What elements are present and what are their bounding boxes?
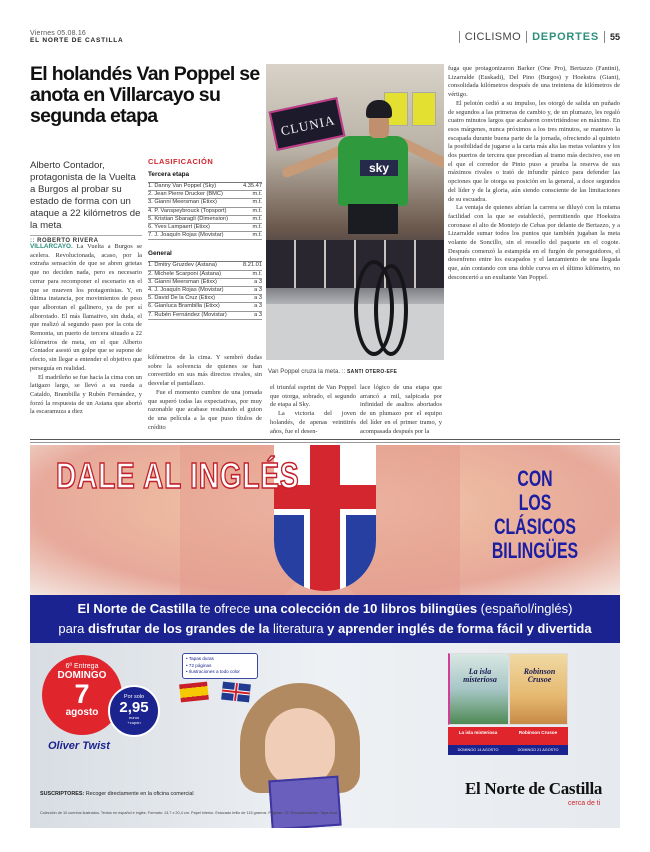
article-column-5 (448, 65, 620, 283)
ad-subtitle: CON LOS CLÁSICOS BILINGÜES (491, 466, 579, 563)
section-divider (30, 439, 620, 440)
paragraph: El pelotón cedió a su impulso, les otorgó de salida un puñado de segundos a las primeras de cambio y, de un plumazo, les regaló cuatro minutos largos que acabaron convirtiéndose en máximo. En esos márgenes, nunca próximos a los tres minutos, se mantuvo la escapada durante buena parte de la jornada, ofreciendo al quinteto la posibilidad de jugarse a la carta más alta las metas volantes y los dos puertos de tercera que precedían al tramo más decisivo, ese en el que el corredor de Pinto puso a prueba la reserva de sus máximos rivales o trató de infundir pánico para defender las opciones que le otorga su posición en la general, a doce segundos del líder y de la gloria, aún siendo consciente de las limitaciones de su escuadra. (448, 99, 620, 203)
features-list: • Tapas duras • 72 páginas • Ilustraciones a todo color (182, 653, 258, 679)
uk-flag-icon (221, 682, 251, 703)
paragraph: La ventaja de quienes abrían la carrera se diluyó con la misma facilidad con la que se estableció, permitiendo que Hoekstra coronase el alto de Montejo de Cebas por delante de Bertazzo, y a Lizarralde sumar todos los puntos que también jugaban la meta volante de Soncillo, sin el resuello del paquete en el cogote. Después comenzó la estampida en el furgón de perseguidores, el desenfreno entre los escapados y el lanzamiento de una llegada que, aún contando con una doble curva en el último kilómetro, no desconcertó a un exultante Van Poppel. (448, 204, 620, 281)
paragraph: La victoria del joven holandés, de apenas veintitrés años, fue el desen- (270, 410, 356, 435)
book-icon (268, 776, 341, 828)
table-row: 6. Gianluca Brambilla (Etixx) a 3 (148, 303, 262, 310)
divider (459, 31, 460, 43)
article-column-1 (30, 243, 142, 417)
fine-print: Colección de 10 cuentos ilustrados. Textos en español e inglés. Formato: 13,7 x 20,4 cm. Papel interior. Estucado brillo de 115 gramos. Páginas: 72. Encuadernación: Tapa dura. (40, 811, 339, 815)
bicycle-wheel (374, 264, 408, 356)
book-title: La isla misteriosa (458, 730, 498, 735)
table-row: 1. Dmitry Gruzdev (Astana) 8.21.01 (148, 262, 262, 269)
section-divider (30, 442, 620, 443)
byline-mark: :: (30, 238, 35, 244)
price-badge: Por solo 2,95 euros +cupón (108, 685, 160, 737)
table-row: 4. P. Vanspeybrouck (Topsport) m.t. (148, 207, 262, 214)
photo-credit: SANTI OTERO-EFE (347, 369, 398, 375)
book-date: DOMINGO 14 AGOSTO (457, 748, 499, 752)
stage-results-table (148, 182, 262, 240)
paragraph: fuga que protagonizaron Barker (One Pro), Bertazzo (Fantini), Lizarralde (Euskadi), Del Pino (Burgos) y Hoekstra (Giant), consolidada kilómetros después de una treintena de kilómetros de vértigo. (448, 65, 620, 99)
paragraph: kilómetros de la cima. Y sembró dudas sobre la solvencia de quienes se han convertido en sus más directos rivales, sin desvelar el pantallazo. (148, 354, 262, 388)
book-title: Oliver Twist (48, 740, 110, 752)
table-row: 7. Rubén Fernández (Movistar) a 3 (148, 311, 262, 318)
divider (526, 31, 527, 43)
section-label: CICLISMO (464, 31, 522, 43)
general-label: General (148, 250, 172, 258)
newspaper-name: EL NORTE DE CASTILLA (30, 37, 124, 44)
ad-hero-image (30, 445, 620, 595)
newspaper-logo: El Norte de Castilla (465, 779, 603, 798)
advertisement[interactable] (30, 445, 620, 828)
paragraph: Fue el momento cumbre de una jornada que superó todas las expectativas, por muy razonable que acabase resultando el guion de una película a la que puso títulos de crédito (148, 388, 262, 431)
team-logo: sky (360, 160, 398, 176)
photo-caption: Van Poppel cruza la meta. :: SANTI OTERO-EFE (268, 368, 398, 375)
warning-sign (412, 92, 436, 126)
crowd-barrier (266, 240, 444, 288)
stage-label: Tercera etapa (148, 171, 190, 178)
article-column-3 (270, 384, 356, 436)
book-cover: La isla misteriosa (448, 653, 509, 725)
classification-title: CLASIFICACIÓN (148, 157, 214, 166)
article-column-2 (148, 354, 262, 432)
table-row: 3. Gianni Meersman (Etixx) m.t. (148, 199, 262, 206)
issue-date: Viernes 05.08.16 (30, 30, 87, 37)
dateline: VILLARCAYO. (30, 243, 73, 250)
paragraph: El madrileño se fue hacia la cima con un latigazo largo, se llevó a su rueda a Cataldo, Brambilla y Rubén Fernández, y forzó la respuesta de un Astana que abortó la escaramuza a diez (30, 373, 142, 416)
page-number: 55 (609, 32, 620, 42)
paragraph: lace lógico de una etapa que arrancó a mil, salpicada por infinidad de asaltos abortados de un plumazo por el equipo del líder en el primer tramo, y acompasada después por la (360, 384, 442, 435)
ad-title: DALE AL INGLÉS (56, 455, 300, 496)
clunia-banner: CLUNIA (269, 97, 346, 151)
table-row: 2. Michele Scarponi (Astana) m.t. (148, 270, 262, 277)
table-row: 3. Gianni Meersman (Etixx) a 3 (148, 278, 262, 285)
masthead-right (454, 31, 620, 43)
offer-line-1: El Norte de Castilla te ofrece una colección de 10 libros bilingües (español/inglés) (77, 601, 573, 616)
masthead-left (30, 30, 124, 44)
delivery-date-badge: 6ª Entrega DOMINGO 7 agosto (42, 655, 122, 735)
table-row: 2. Jean Pierre Drucker (BMC) m.t. (148, 191, 262, 198)
divider (604, 31, 605, 43)
table-row: 4. J. Joaquín Rojas (Movistar) a 3 (148, 287, 262, 294)
table-row: 1. Danny Van Poppel (Sky) 4.35.47 (148, 183, 262, 189)
article-subhead: Alberto Contador, protagonista de la Vuelta a Burgos al probar su estado de forma con un ataque a 22 kilómetros de la meta (30, 160, 141, 231)
ad-lower-panel (30, 643, 620, 828)
ad-offer-band (30, 595, 620, 643)
spain-flag-icon (179, 682, 209, 703)
article-headline: El holandés Van Poppel se anota en Villarcayo su segunda etapa (30, 63, 260, 127)
table-row: 7. J. Joaquín Rojas (Movistar) m.t. (148, 232, 262, 239)
helmet-icon (366, 100, 392, 118)
paragraph: el triunfal esprint de Van Poppel que otorga, sobrado, el segundo de etapa al Sky. (270, 384, 356, 409)
article-column-4 (360, 384, 442, 436)
general-results-table (148, 261, 262, 319)
table-row: 5. Kristian Sbaragli (Dimension) m.t. (148, 215, 262, 222)
book-title: Robinson Crusoe (518, 730, 558, 735)
upcoming-books (448, 653, 568, 755)
classification-box (148, 157, 262, 330)
subscribers-note: SUSCRIPTORES: Recoger directamente en la oficina comercial (40, 791, 194, 797)
author-name: ROBERTO RIVERA (37, 238, 99, 244)
table-row: 5. David De la Cruz (Etixx) a 3 (148, 295, 262, 302)
logo-tagline: cerca de ti (568, 800, 601, 807)
book-cover: Robinson Crusoe (509, 653, 569, 725)
girl-reading-image (210, 683, 380, 828)
paragraph: VILLARCAYO. La Vuelta a Burgos se acelera. Revolucionada, acaso, por la extraña sensación de que se abren grietas que no deciden nada, pero es necesario cerrar para recomponer el escenario en el que se mueven los protagonistas. Y, en última instancia, por movimientos de peso que alborotan el gallinero, ya de por sí alborotado. El más llamativo, sin duda, el que realizó al segundo paso por la cota de Remonta, un puerto de tercera situado a 22 kilómetros de meta, en el que Alberto Contador asestó un golpe que se supone de efecto, sin llegar a entender el objetivo que perseguía en realidad. (30, 243, 142, 372)
offer-line-2: para disfrutar de los grandes de la literatura y aprender inglés de forma fácil y divertida (58, 621, 592, 636)
table-row: 6. Yves Lampaert (Etixx) m.t. (148, 224, 262, 231)
book-date: DOMINGO 21 AGOSTO (517, 748, 559, 752)
category-label: DEPORTES (532, 31, 599, 43)
rider-shorts (348, 204, 398, 234)
cyclist-photo (266, 64, 444, 360)
